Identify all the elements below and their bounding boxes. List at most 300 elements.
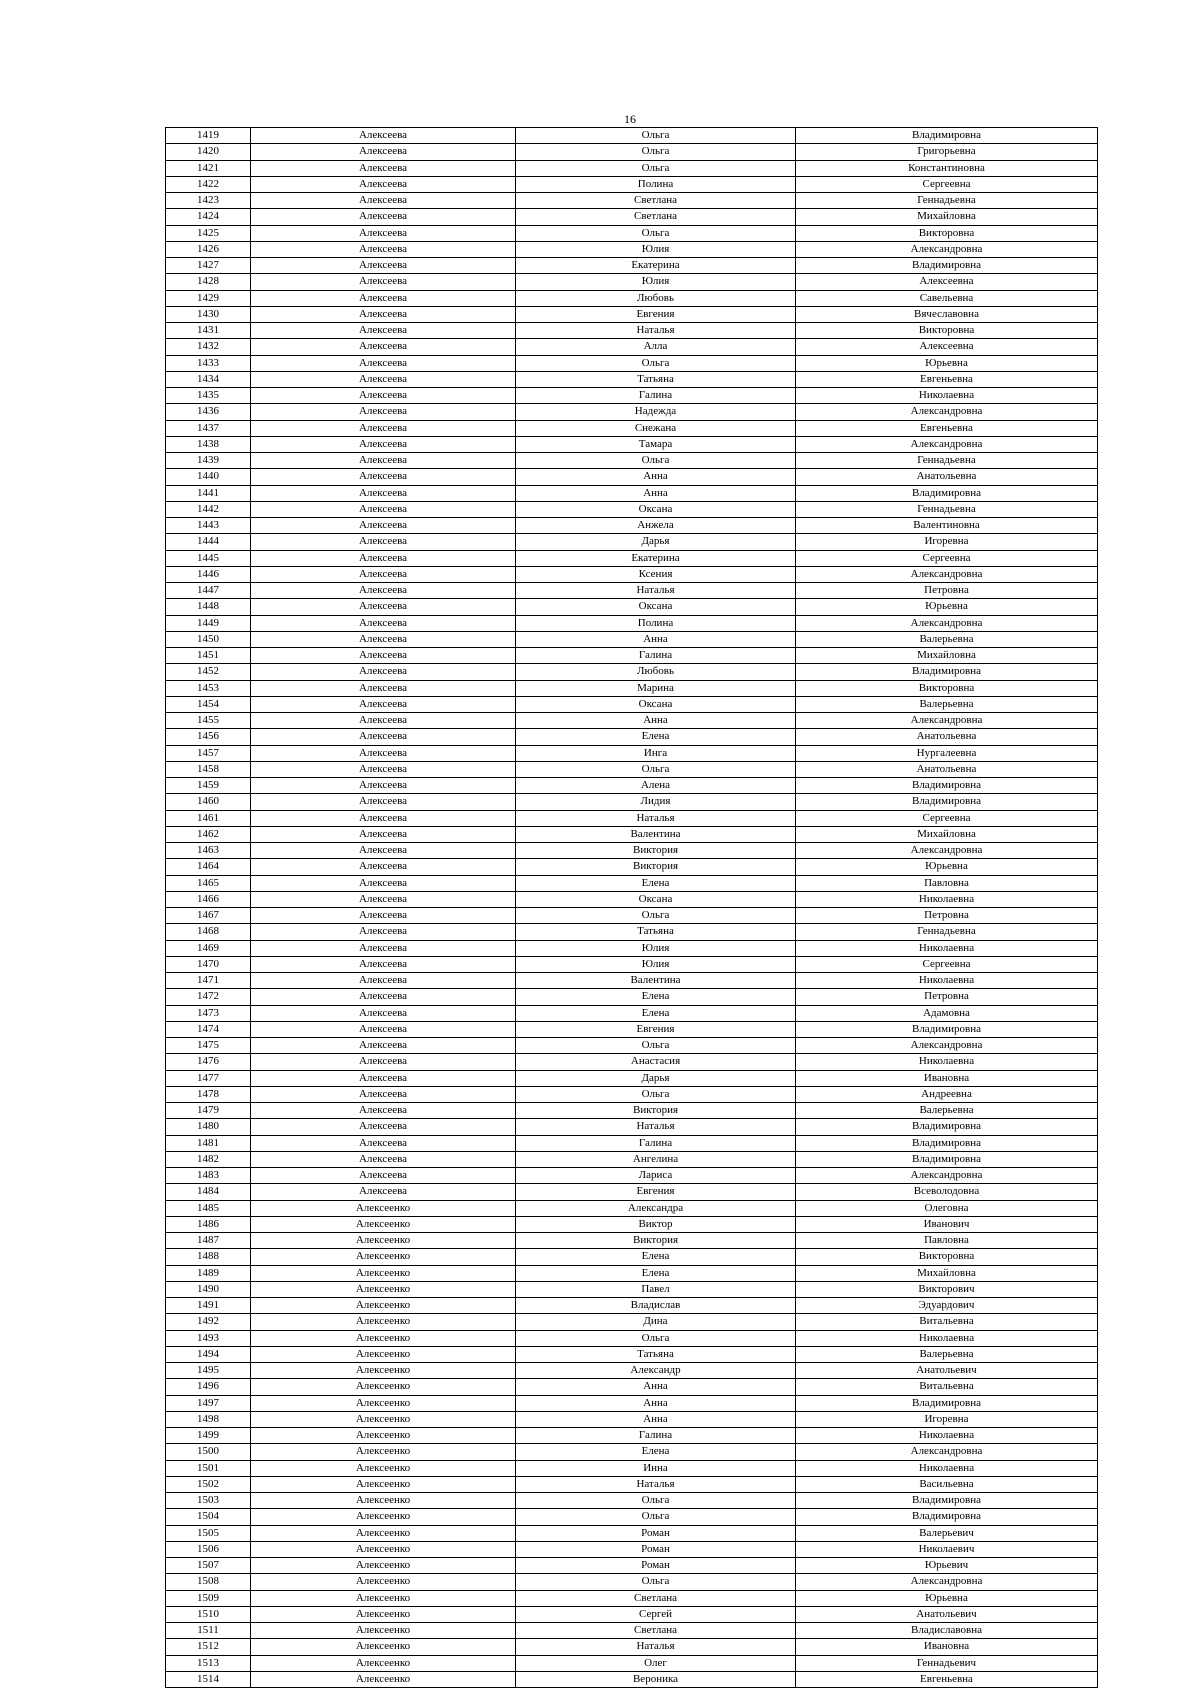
row-number-cell: 1494 <box>166 1346 251 1362</box>
last-name-cell: Алексеева <box>251 566 516 582</box>
table-row <box>166 1639 1098 1655</box>
table-row <box>166 826 1098 842</box>
table-row <box>166 1086 1098 1102</box>
first-name-cell: Надежда <box>516 404 796 420</box>
patronymic-cell: Викторовна <box>796 225 1098 241</box>
first-name-cell: Ольга <box>516 1509 796 1525</box>
patronymic-cell: Михайловна <box>796 209 1098 225</box>
patronymic-cell: Адамовна <box>796 1005 1098 1021</box>
first-name-cell: Галина <box>516 1428 796 1444</box>
row-number-cell: 1513 <box>166 1655 251 1671</box>
table-row <box>166 1379 1098 1395</box>
patronymic-cell: Александровна <box>796 241 1098 257</box>
patronymic-cell: Анатольевна <box>796 469 1098 485</box>
first-name-cell: Анна <box>516 469 796 485</box>
row-number-cell: 1445 <box>166 550 251 566</box>
patronymic-cell: Владимировна <box>796 258 1098 274</box>
table-row <box>166 1184 1098 1200</box>
last-name-cell: Алексеенко <box>251 1200 516 1216</box>
table-row <box>166 1054 1098 1070</box>
table-row <box>166 956 1098 972</box>
first-name-cell: Юлия <box>516 241 796 257</box>
first-name-cell: Татьяна <box>516 924 796 940</box>
patronymic-cell: Валерьевна <box>796 696 1098 712</box>
patronymic-cell: Павловна <box>796 875 1098 891</box>
first-name-cell: Ольга <box>516 1086 796 1102</box>
first-name-cell: Наталья <box>516 1639 796 1655</box>
patronymic-cell: Нургалеевна <box>796 745 1098 761</box>
table-row <box>166 1314 1098 1330</box>
table-row <box>166 1525 1098 1541</box>
last-name-cell: Алексеева <box>251 371 516 387</box>
row-number-cell: 1420 <box>166 144 251 160</box>
table-row <box>166 274 1098 290</box>
row-number-cell: 1482 <box>166 1151 251 1167</box>
patronymic-cell: Геннадьевич <box>796 1655 1098 1671</box>
table-row <box>166 745 1098 761</box>
first-name-cell: Оксана <box>516 891 796 907</box>
patronymic-cell: Николаевна <box>796 973 1098 989</box>
patronymic-cell: Ивановна <box>796 1070 1098 1086</box>
table-row <box>166 1606 1098 1622</box>
last-name-cell: Алексеенко <box>251 1444 516 1460</box>
last-name-cell: Алексеенко <box>251 1249 516 1265</box>
last-name-cell: Алексеева <box>251 713 516 729</box>
patronymic-cell: Петровна <box>796 908 1098 924</box>
row-number-cell: 1493 <box>166 1330 251 1346</box>
table-row <box>166 420 1098 436</box>
patronymic-cell: Владимировна <box>796 1509 1098 1525</box>
table-row <box>166 1038 1098 1054</box>
first-name-cell: Анна <box>516 1411 796 1427</box>
row-number-cell: 1444 <box>166 534 251 550</box>
first-name-cell: Светлана <box>516 1590 796 1606</box>
patronymic-cell: Николаевна <box>796 388 1098 404</box>
row-number-cell: 1438 <box>166 436 251 452</box>
first-name-cell: Виктор <box>516 1216 796 1232</box>
first-name-cell: Ангелина <box>516 1151 796 1167</box>
first-name-cell: Наталья <box>516 810 796 826</box>
last-name-cell: Алексеенко <box>251 1493 516 1509</box>
row-number-cell: 1419 <box>166 128 251 144</box>
row-number-cell: 1509 <box>166 1590 251 1606</box>
row-number-cell: 1512 <box>166 1639 251 1655</box>
row-number-cell: 1450 <box>166 631 251 647</box>
first-name-cell: Екатерина <box>516 258 796 274</box>
last-name-cell: Алексеева <box>251 306 516 322</box>
patronymic-cell: Александровна <box>796 843 1098 859</box>
row-number-cell: 1433 <box>166 355 251 371</box>
first-name-cell: Юлия <box>516 940 796 956</box>
first-name-cell: Александра <box>516 1200 796 1216</box>
patronymic-cell: Владимировна <box>796 485 1098 501</box>
patronymic-cell: Михайловна <box>796 648 1098 664</box>
first-name-cell: Виктория <box>516 843 796 859</box>
last-name-cell: Алексеева <box>251 290 516 306</box>
row-number-cell: 1421 <box>166 160 251 176</box>
last-name-cell: Алексеева <box>251 469 516 485</box>
row-number-cell: 1449 <box>166 615 251 631</box>
last-name-cell: Алексеева <box>251 128 516 144</box>
last-name-cell: Алексеева <box>251 323 516 339</box>
table-row <box>166 1151 1098 1167</box>
first-name-cell: Дарья <box>516 1070 796 1086</box>
row-number-cell: 1468 <box>166 924 251 940</box>
table-row <box>166 388 1098 404</box>
patronymic-cell: Юрьевич <box>796 1558 1098 1574</box>
first-name-cell: Евгения <box>516 1021 796 1037</box>
first-name-cell: Анна <box>516 1379 796 1395</box>
row-number-cell: 1480 <box>166 1119 251 1135</box>
last-name-cell: Алексеева <box>251 664 516 680</box>
row-number-cell: 1481 <box>166 1135 251 1151</box>
last-name-cell: Алексеева <box>251 599 516 615</box>
first-name-cell: Татьяна <box>516 1346 796 1362</box>
table-row <box>166 144 1098 160</box>
first-name-cell: Оксана <box>516 501 796 517</box>
first-name-cell: Лидия <box>516 794 796 810</box>
row-number-cell: 1452 <box>166 664 251 680</box>
last-name-cell: Алексеенко <box>251 1655 516 1671</box>
row-number-cell: 1466 <box>166 891 251 907</box>
first-name-cell: Елена <box>516 1249 796 1265</box>
last-name-cell: Алексеева <box>251 1135 516 1151</box>
table-row <box>166 1330 1098 1346</box>
table-row <box>166 258 1098 274</box>
table-row <box>166 241 1098 257</box>
table-row <box>166 225 1098 241</box>
row-number-cell: 1503 <box>166 1493 251 1509</box>
row-number-cell: 1428 <box>166 274 251 290</box>
last-name-cell: Алексеенко <box>251 1411 516 1427</box>
patronymic-cell: Николаевна <box>796 940 1098 956</box>
row-number-cell: 1461 <box>166 810 251 826</box>
last-name-cell: Алексеева <box>251 1086 516 1102</box>
table-row <box>166 713 1098 729</box>
table-row <box>166 875 1098 891</box>
names-table <box>165 127 1098 1688</box>
table-row <box>166 1395 1098 1411</box>
last-name-cell: Алексеева <box>251 843 516 859</box>
patronymic-cell: Юрьевна <box>796 599 1098 615</box>
last-name-cell: Алексеева <box>251 176 516 192</box>
patronymic-cell: Евгеньевна <box>796 371 1098 387</box>
patronymic-cell: Николаевич <box>796 1541 1098 1557</box>
table-row <box>166 1460 1098 1476</box>
first-name-cell: Ксения <box>516 566 796 582</box>
first-name-cell: Галина <box>516 388 796 404</box>
row-number-cell: 1483 <box>166 1168 251 1184</box>
row-number-cell: 1484 <box>166 1184 251 1200</box>
row-number-cell: 1475 <box>166 1038 251 1054</box>
patronymic-cell: Сергеевна <box>796 176 1098 192</box>
patronymic-cell: Игоревна <box>796 1411 1098 1427</box>
row-number-cell: 1476 <box>166 1054 251 1070</box>
first-name-cell: Полина <box>516 615 796 631</box>
last-name-cell: Алексеенко <box>251 1281 516 1297</box>
first-name-cell: Ольга <box>516 761 796 777</box>
row-number-cell: 1458 <box>166 761 251 777</box>
patronymic-cell: Ивановна <box>796 1639 1098 1655</box>
patronymic-cell: Владимировна <box>796 1151 1098 1167</box>
first-name-cell: Лариса <box>516 1168 796 1184</box>
first-name-cell: Роман <box>516 1541 796 1557</box>
patronymic-cell: Геннадьевна <box>796 501 1098 517</box>
patronymic-cell: Владимировна <box>796 128 1098 144</box>
table-row <box>166 1200 1098 1216</box>
first-name-cell: Анна <box>516 1395 796 1411</box>
first-name-cell: Светлана <box>516 1623 796 1639</box>
table-row <box>166 193 1098 209</box>
last-name-cell: Алексеенко <box>251 1460 516 1476</box>
first-name-cell: Анастасия <box>516 1054 796 1070</box>
last-name-cell: Алексеева <box>251 810 516 826</box>
last-name-cell: Алексеева <box>251 680 516 696</box>
first-name-cell: Александр <box>516 1363 796 1379</box>
row-number-cell: 1435 <box>166 388 251 404</box>
row-number-cell: 1500 <box>166 1444 251 1460</box>
table-row <box>166 306 1098 322</box>
last-name-cell: Алексеенко <box>251 1623 516 1639</box>
patronymic-cell: Витальевна <box>796 1379 1098 1395</box>
first-name-cell: Ольга <box>516 1330 796 1346</box>
patronymic-cell: Юрьевна <box>796 355 1098 371</box>
first-name-cell: Ольга <box>516 128 796 144</box>
row-number-cell: 1423 <box>166 193 251 209</box>
row-number-cell: 1502 <box>166 1476 251 1492</box>
last-name-cell: Алексеева <box>251 908 516 924</box>
patronymic-cell: Анатольевна <box>796 761 1098 777</box>
last-name-cell: Алексеева <box>251 859 516 875</box>
patronymic-cell: Анатольевна <box>796 729 1098 745</box>
table-row <box>166 664 1098 680</box>
table-row <box>166 680 1098 696</box>
row-number-cell: 1456 <box>166 729 251 745</box>
page-number: 16 <box>624 112 636 126</box>
last-name-cell: Алексеева <box>251 209 516 225</box>
table-row <box>166 404 1098 420</box>
row-number-cell: 1479 <box>166 1103 251 1119</box>
last-name-cell: Алексеева <box>251 485 516 501</box>
patronymic-cell: Викторовна <box>796 1249 1098 1265</box>
table-row <box>166 1574 1098 1590</box>
last-name-cell: Алексеенко <box>251 1346 516 1362</box>
last-name-cell: Алексеенко <box>251 1330 516 1346</box>
last-name-cell: Алексеенко <box>251 1671 516 1687</box>
patronymic-cell: Валентиновна <box>796 518 1098 534</box>
first-name-cell: Валентина <box>516 826 796 842</box>
first-name-cell: Оксана <box>516 696 796 712</box>
last-name-cell: Алексеева <box>251 1021 516 1037</box>
row-number-cell: 1507 <box>166 1558 251 1574</box>
patronymic-cell: Евгеньевна <box>796 1671 1098 1687</box>
first-name-cell: Валентина <box>516 973 796 989</box>
first-name-cell: Оксана <box>516 599 796 615</box>
table-row <box>166 989 1098 1005</box>
row-number-cell: 1485 <box>166 1200 251 1216</box>
table-row <box>166 729 1098 745</box>
last-name-cell: Алексеева <box>251 258 516 274</box>
table-row <box>166 1298 1098 1314</box>
last-name-cell: Алексеева <box>251 1103 516 1119</box>
table-row <box>166 794 1098 810</box>
patronymic-cell: Александровна <box>796 404 1098 420</box>
table-row <box>166 355 1098 371</box>
row-number-cell: 1459 <box>166 778 251 794</box>
table-row <box>166 1363 1098 1379</box>
patronymic-cell: Владимировна <box>796 664 1098 680</box>
patronymic-cell: Юрьевна <box>796 859 1098 875</box>
patronymic-cell: Иванович <box>796 1216 1098 1232</box>
table-row <box>166 1070 1098 1086</box>
table-row <box>166 924 1098 940</box>
row-number-cell: 1432 <box>166 339 251 355</box>
last-name-cell: Алексеенко <box>251 1639 516 1655</box>
first-name-cell: Юлия <box>516 956 796 972</box>
row-number-cell: 1430 <box>166 306 251 322</box>
first-name-cell: Ольга <box>516 225 796 241</box>
first-name-cell: Снежана <box>516 420 796 436</box>
first-name-cell: Ольга <box>516 453 796 469</box>
patronymic-cell: Николаевна <box>796 1054 1098 1070</box>
row-number-cell: 1472 <box>166 989 251 1005</box>
row-number-cell: 1469 <box>166 940 251 956</box>
row-number-cell: 1437 <box>166 420 251 436</box>
last-name-cell: Алексеенко <box>251 1541 516 1557</box>
row-number-cell: 1425 <box>166 225 251 241</box>
patronymic-cell: Александровна <box>796 1574 1098 1590</box>
first-name-cell: Евгения <box>516 1184 796 1200</box>
patronymic-cell: Александровна <box>796 713 1098 729</box>
first-name-cell: Любовь <box>516 290 796 306</box>
patronymic-cell: Владимировна <box>796 794 1098 810</box>
row-number-cell: 1511 <box>166 1623 251 1639</box>
first-name-cell: Елена <box>516 989 796 1005</box>
row-number-cell: 1443 <box>166 518 251 534</box>
last-name-cell: Алексеева <box>251 436 516 452</box>
table-row <box>166 1119 1098 1135</box>
first-name-cell: Елена <box>516 875 796 891</box>
patronymic-cell: Викторович <box>796 1281 1098 1297</box>
first-name-cell: Татьяна <box>516 371 796 387</box>
patronymic-cell: Григорьевна <box>796 144 1098 160</box>
table-row <box>166 1411 1098 1427</box>
first-name-cell: Ольга <box>516 355 796 371</box>
patronymic-cell: Владимировна <box>796 1135 1098 1151</box>
table-row <box>166 566 1098 582</box>
first-name-cell: Виктория <box>516 1233 796 1249</box>
row-number-cell: 1474 <box>166 1021 251 1037</box>
first-name-cell: Галина <box>516 1135 796 1151</box>
row-number-cell: 1491 <box>166 1298 251 1314</box>
patronymic-cell: Викторовна <box>796 680 1098 696</box>
last-name-cell: Алексеева <box>251 225 516 241</box>
row-number-cell: 1514 <box>166 1671 251 1687</box>
row-number-cell: 1501 <box>166 1460 251 1476</box>
first-name-cell: Анжела <box>516 518 796 534</box>
first-name-cell: Светлана <box>516 209 796 225</box>
row-number-cell: 1492 <box>166 1314 251 1330</box>
last-name-cell: Алексеева <box>251 761 516 777</box>
table-row <box>166 453 1098 469</box>
row-number-cell: 1442 <box>166 501 251 517</box>
patronymic-cell: Эдуардович <box>796 1298 1098 1314</box>
first-name-cell: Ольга <box>516 908 796 924</box>
first-name-cell: Виктория <box>516 859 796 875</box>
last-name-cell: Алексеева <box>251 1005 516 1021</box>
table-row <box>166 1021 1098 1037</box>
table-row <box>166 1476 1098 1492</box>
last-name-cell: Алексеева <box>251 745 516 761</box>
table-row <box>166 469 1098 485</box>
last-name-cell: Алексеева <box>251 794 516 810</box>
last-name-cell: Алексеева <box>251 973 516 989</box>
row-number-cell: 1505 <box>166 1525 251 1541</box>
first-name-cell: Инна <box>516 1460 796 1476</box>
row-number-cell: 1470 <box>166 956 251 972</box>
last-name-cell: Алексеенко <box>251 1574 516 1590</box>
table-row <box>166 1444 1098 1460</box>
patronymic-cell: Павловна <box>796 1233 1098 1249</box>
row-number-cell: 1436 <box>166 404 251 420</box>
row-number-cell: 1498 <box>166 1411 251 1427</box>
table-row <box>166 1623 1098 1639</box>
table-row <box>166 128 1098 144</box>
last-name-cell: Алексеенко <box>251 1379 516 1395</box>
row-number-cell: 1439 <box>166 453 251 469</box>
patronymic-cell: Николаевна <box>796 1460 1098 1476</box>
last-name-cell: Алексеева <box>251 583 516 599</box>
last-name-cell: Алексеева <box>251 891 516 907</box>
table-row <box>166 1216 1098 1232</box>
row-number-cell: 1463 <box>166 843 251 859</box>
row-number-cell: 1467 <box>166 908 251 924</box>
last-name-cell: Алексеева <box>251 501 516 517</box>
patronymic-cell: Геннадьевна <box>796 193 1098 209</box>
last-name-cell: Алексеева <box>251 826 516 842</box>
table-row <box>166 518 1098 534</box>
patronymic-cell: Анатольевич <box>796 1606 1098 1622</box>
row-number-cell: 1424 <box>166 209 251 225</box>
table-row <box>166 290 1098 306</box>
row-number-cell: 1448 <box>166 599 251 615</box>
first-name-cell: Анна <box>516 485 796 501</box>
first-name-cell: Роман <box>516 1558 796 1574</box>
last-name-cell: Алексеева <box>251 550 516 566</box>
first-name-cell: Алена <box>516 778 796 794</box>
row-number-cell: 1455 <box>166 713 251 729</box>
patronymic-cell: Викторовна <box>796 323 1098 339</box>
last-name-cell: Алексеенко <box>251 1265 516 1281</box>
row-number-cell: 1464 <box>166 859 251 875</box>
first-name-cell: Ольга <box>516 1493 796 1509</box>
row-number-cell: 1477 <box>166 1070 251 1086</box>
first-name-cell: Елена <box>516 1265 796 1281</box>
last-name-cell: Алексеева <box>251 696 516 712</box>
last-name-cell: Алексеева <box>251 1070 516 1086</box>
row-number-cell: 1510 <box>166 1606 251 1622</box>
first-name-cell: Евгения <box>516 306 796 322</box>
row-number-cell: 1440 <box>166 469 251 485</box>
table-row <box>166 339 1098 355</box>
last-name-cell: Алексеева <box>251 404 516 420</box>
last-name-cell: Алексеенко <box>251 1558 516 1574</box>
table-row <box>166 1233 1098 1249</box>
patronymic-cell: Евгеньевна <box>796 420 1098 436</box>
patronymic-cell: Алексеевна <box>796 339 1098 355</box>
table-row <box>166 940 1098 956</box>
row-number-cell: 1446 <box>166 566 251 582</box>
